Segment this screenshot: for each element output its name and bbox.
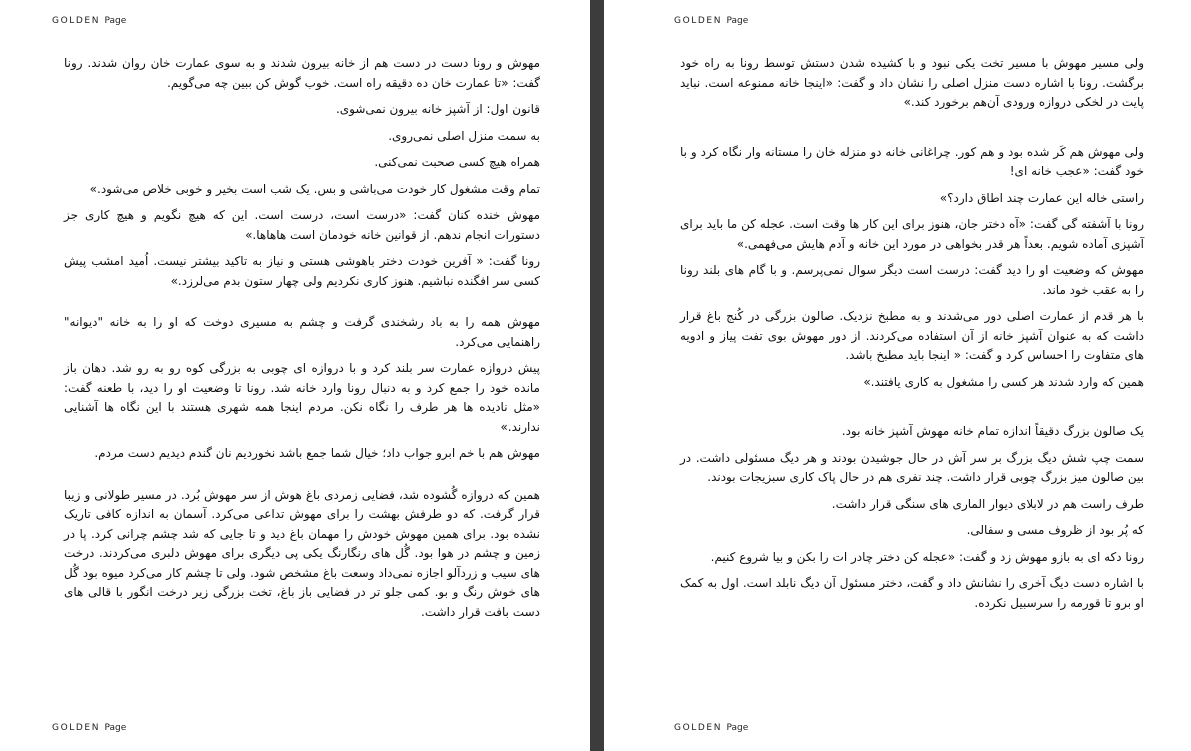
paragraph: یک صالون بزرگ دقیقاً اندازه تمام خانه مهوش آشپز خانه بود. <box>841 424 1144 438</box>
paragraph: قانون اول: از آشپز خانه بیرون نمی‌شوی. <box>335 102 540 116</box>
paragraph: همین که دروازه گُشوده شد، فضایی زمردی باغ هوش از سر مهوش بُرد. در مسیر طولانی و زیبا قرار گرفت. که دو طرفش بهشت را برای مهوش تداعی می‌کرد. آسمان به اندازه کافی تاریک نشده بود. برای همین مهوش خودش را مهمان باغ دید و تا جایی که شد چشم چرانی کرد. پا در زمین و چشم در هوا بود. گُل های رنگارنگ یکی پی دیگری برای مهوش دلبری می‌کردند. درخت های سیب و زردآلو اجازه نمی‌داد وسعت باغ مشخص شود. ولی تا چشم کار می‌کرد میوه بود گُل های خوش رنگ و بو. کمی جلو تر در فضایی باز باغ، تخت بزرگی زیر درخت انگور با قالی های دست بافت قرار داشت. <box>64 487 540 619</box>
paragraph: مهوش که وضعیت او را دید گفت: درست است دیگر سوال نمی‌پرسم. و با گام های بلند رونا را به عقب خود ماند. <box>680 263 1144 297</box>
header-brand-suffix: Page <box>104 16 127 26</box>
paragraph: رونا گفت: « آفرین خودت دختر باهوشی هستی و نیاز به تاکید بیشتر نیست. اُمید امشب پیش کسی سر افگنده نباشیم. هنوز کاری نکردیم ولی چهار ستون بدم می‌لرزد.» <box>64 254 540 288</box>
paragraph: ولی مهوش هم کَر شده بود و هم کور. چراغانی خانه دو منزله خان را مستانه وار نگاه کرد و با خود گفت: «عجب خانه ای! <box>680 144 1144 178</box>
paragraph: مهوش هم با خم ابرو جواب داد؛ خیال شما جمع باشد نخوردیم نان گندم دیدیم دست مردم. <box>94 446 540 460</box>
footer-brand: GOLDEN <box>52 723 101 733</box>
paragraph: راستی خاله این عمارت چند اطاق دارد؟» <box>939 190 1144 205</box>
paragraph: ولی مسیر مهوش با مسیر تخت یکی نبود و با کشیده شدن دستش توسط رونا به راه خود برگشت. رونا با اشاره دست منزل اصلی را نشان داد و گفت: «اینجا خانه ممنوعه است. نباید پایت در لخکی دروازه ورودی آن‌هم برخورد کند.» <box>680 56 1144 109</box>
page-divider <box>590 0 604 751</box>
paragraph: سمت چپ شش دیگ بزرگ بر سر آش در حال جوشیدن بودند و هر دیگ مسئولی داشت. در بین صالون میز بزرگ چوبی قرار داشت. چند نفری هم در حال پاک کاری سبزیجات بودند. <box>680 450 1144 484</box>
paragraph: پیش دروازه عمارت سر بلند کرد و با دروازه ای چوبی به بزرگی کوه رو به رو شد. دهان باز مانده خود را جمع کرد و به دنبال رونا وارد خانه شد. رونا تا وضعیت او را دید، با طعنه گفت: «مثل نادیده ها هر طرف را نگاه نکن. مردم اینجا همه شهری هستند با این نگاه ها آشنایی ندارند.» <box>64 361 540 434</box>
header-brand: GOLDEN <box>674 16 723 26</box>
page-footer <box>52 723 126 733</box>
paragraph: تمام وقت مشغول کار خودت می‌باشی و بس. یک شب است بخیر و خوبی خلاص می‌شود.» <box>89 181 540 196</box>
paragraph: مهوش همه را به باد رشخندی گرفت و چشم به مسیری دوخت که او را به خانه "دیوانه" راهنمایی می‌کرد. <box>64 315 540 349</box>
page-footer <box>674 723 748 733</box>
footer-brand-suffix: Page <box>726 723 749 733</box>
paragraph: مهوش و رونا دست در دست هم از خانه بیرون شدند و به سوی عمارت خان روان شدند. رونا گفت: «تا عمارت خان ده دقیقه راه است. خوب گوش کن ببین چه می‌گویم. <box>64 56 540 90</box>
paragraph: رونا دکه ای به بازو مهوش زد و گفت: «عجله کن دختر چادر ات را بکن و بیا شروع کنیم. <box>710 549 1144 564</box>
page-header <box>52 16 126 26</box>
page-text <box>680 54 1144 620</box>
header-brand: GOLDEN <box>52 16 101 26</box>
paragraph: با اشاره دست دیگ آخری را نشانش داد و گفت، دختر مسئول آن دیگ نابلد است. اول به کمک او برو تا قورمه را سرسبیل نکرده. <box>680 576 1144 610</box>
paragraph: همراه هیچ کسی صحبت نمی‌کنی. <box>374 155 540 169</box>
paragraph: رونا با آشفته گی گفت: «آه دختر جان، هنوز برای این کار ها وقت است. عجله کن ما باید برای آشپزی آماده شویم. بعداً هر قدر بخواهی در مورد این خانه و آدم هایش می‌فهمی.» <box>680 217 1144 251</box>
paragraph: که پُر بود از ظروف مسی و سفالی. <box>966 523 1144 537</box>
right-page <box>604 0 1191 751</box>
paragraph: طرف راست هم در لابلای دیوار الماری های سنگی قرار داشت. <box>831 496 1144 511</box>
header-brand-suffix: Page <box>726 16 749 26</box>
footer-brand-suffix: Page <box>104 723 127 733</box>
footer-brand: GOLDEN <box>674 723 723 733</box>
paragraph: به سمت منزل اصلی نمی‌روی. <box>388 128 540 143</box>
page-header <box>674 16 748 26</box>
paragraph: با هر قدم از عمارت اصلی دور می‌شدند و به مطبخ نزدیک. صالون بزرگی در کُنج باغ قرار داشت که به عنوان آشپز خانه از آن استفاده می‌کردند. از دور مهوش بوی تفت پیاز و ادویه های متفاوت را احساس کرد و گفت: « اینجا باید مطبخ باشد. <box>680 309 1144 362</box>
left-page <box>0 0 590 751</box>
paragraph: همین که وارد شدند هر کسی را مشغول به کاری یافتند.» <box>863 374 1144 389</box>
page-text <box>64 54 540 629</box>
paragraph: مهوش خنده کنان گفت: «درست است، درست است. این که هیچ نگویم و هیچ کاری جز دستورات انجام ندهم. از قوانین خانه خودمان است هاهاها.» <box>64 208 540 242</box>
